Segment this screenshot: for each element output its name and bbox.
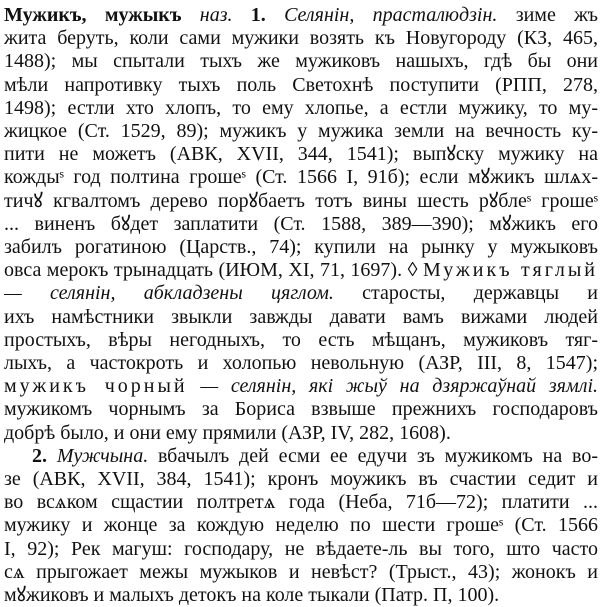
line-text: вбачылъ дей есми ее едучи зъ мужикомъ на во-	[148, 444, 598, 467]
entry-line	[4, 4, 598, 27]
entry-line: лыхъ, а частокроть и холопью невольную (АЗР, III, 8, 1547);	[4, 352, 598, 375]
entry-line: сѧ прыгожает межы мужыков и невѣст? (Трыст., 43); жонокъ и	[4, 560, 598, 583]
entry-line	[4, 375, 598, 398]
entry-line: мꙋжиковъ и малыхъ детокъ на коле тыкали (Патр. П, 100).	[4, 584, 500, 607]
entry-line: жицкое (Ст. 1529, 89); мужикъ у мужика земли на вечность ку-	[4, 120, 598, 143]
entry-line: зе (АВК, XVII, 384, 1541); кронъ моужикъ въ счастии седит и	[4, 468, 598, 491]
entry-line: мужикомъ чорнымъ за Бориса взвыше прежнихъ господаровъ	[4, 398, 598, 421]
sense-number: 1.	[250, 4, 266, 26]
sense-gloss: Мужчына.	[56, 444, 149, 467]
entry-line	[4, 259, 598, 282]
part-of-speech: наз.	[199, 4, 233, 26]
entry-line: тичꙋ кгвалтомъ дерево порꙋбаетъ тотъ вины шесть рꙋблеˢ грошеˢ	[4, 189, 598, 212]
line-text: зиме жъ	[497, 4, 598, 26]
entry-line: во всѧком сщастии полтретѧ года (Неба, 71б—72); платити ...	[4, 491, 598, 514]
entry-line	[4, 445, 598, 468]
entry-line: 1498); естли хто хлопъ, то ему хлопье, а естли мужику, то му-	[4, 96, 598, 119]
entry-line: мѣли напротивку тыхъ поль Светохнѣ поступити (РПП, 278,	[4, 73, 598, 96]
line-text: овса мерокъ трынадцать (ИЮМ, XI, 71, 1697). ◊	[4, 259, 418, 282]
entry-line: ... виненъ бꙋдет заплатити (Ст. 1588, 389—390); мꙋжикъ его	[4, 212, 598, 235]
entry-line: жита беруть, коли сами мужики возять къ Новугороду (КЗ, 465,	[4, 27, 598, 50]
entry-line: ихъ намѣстники звыкли завжды давати вамъ вижами людей	[4, 305, 598, 328]
entry-line: I, 92); Рек магуш: господару, не вѣдаете-ль вы того, што часто	[4, 537, 598, 560]
line-text: старосты, державцы и	[362, 282, 598, 305]
phrase-gloss: — селянін, абкладзены цяглом.	[4, 282, 334, 305]
entry-line: добрѣ было, и они ему прямили (АЗР, IV, 282, 1608).	[4, 421, 451, 444]
phrase-head: мужикъ чорный	[4, 375, 188, 398]
entry-line: простыхъ, вѣры негодныхъ, то есть мѣщанъ, мужиковъ тяг-	[4, 328, 598, 351]
sense-gloss: Селянін, прасталюдзін.	[284, 4, 498, 26]
entry-line: 1488); мы спытали тыхъ же мужиковъ нашыхъ, гдѣ бы они	[4, 50, 598, 73]
entry-line: пити не можетъ (АВК, XVII, 344, 1541); выпꙋску мужику на	[4, 143, 598, 166]
sense-number: 2.	[32, 444, 47, 467]
entry-line: кождыˢ год полтина грошеˢ (Ст. 1566 I, 91б); если мꙋжикъ шлѧх-	[4, 166, 598, 189]
phrase-gloss: — селянін, які жыў на дзяржаўнай зямлі.	[200, 375, 598, 398]
entry-line: забилъ рогатиною (Царств., 74); купили на рынку у мужыковъ	[4, 236, 598, 259]
entry-line: мужику и жонце за кождую неделю по шести грошеˢ (Ст. 1566	[4, 514, 598, 537]
entry-line	[4, 282, 598, 305]
lemma: Мужикъ, мужыкъ	[4, 4, 182, 26]
phrase-head: Мужикъ тяглый	[422, 259, 598, 282]
